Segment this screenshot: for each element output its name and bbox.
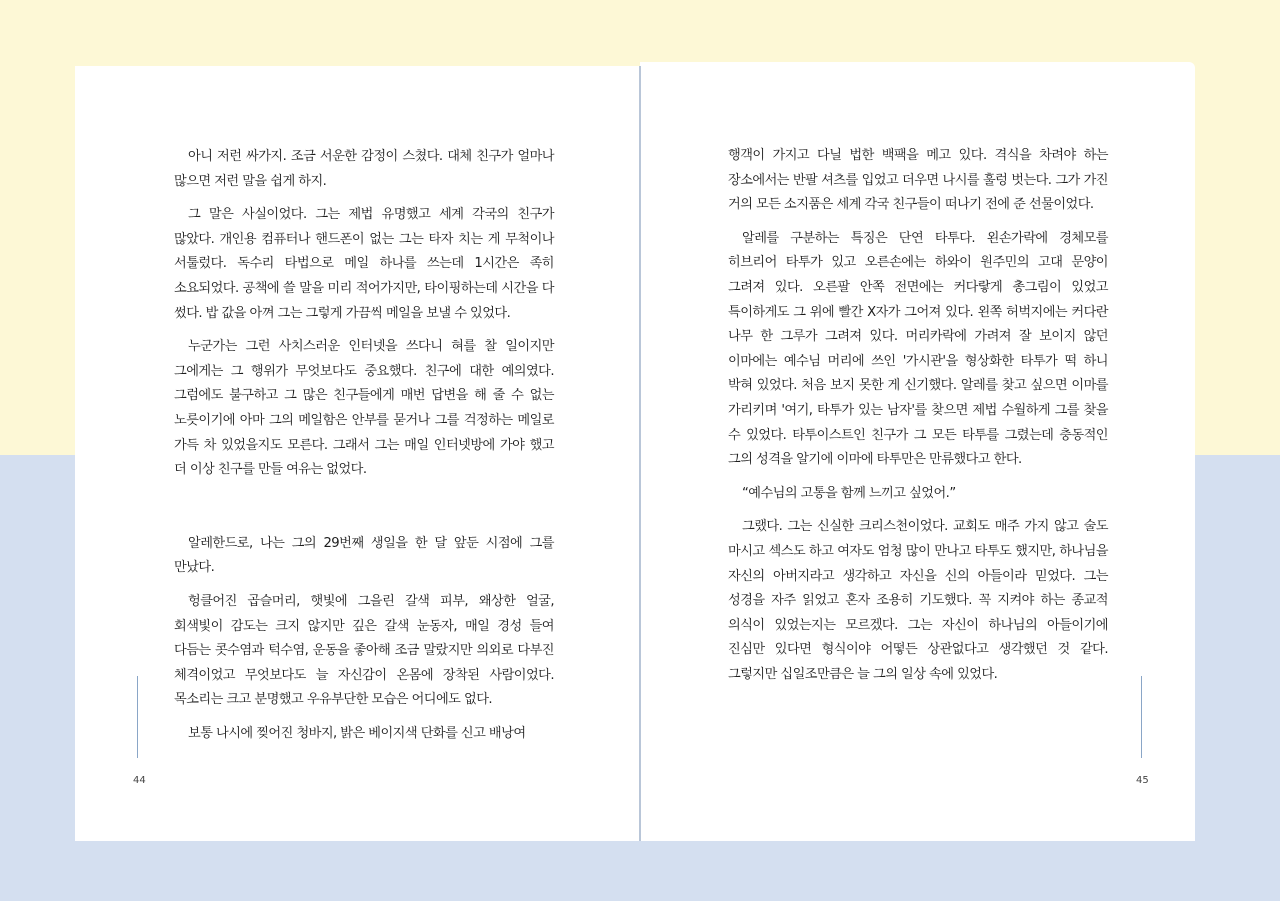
left-margin-line xyxy=(137,676,138,758)
right-page xyxy=(640,62,1195,841)
left-page xyxy=(75,66,640,841)
paragraph: 행객이 가지고 다닐 법한 백팩을 메고 있다. 격식을 차려야 하는 장소에서는 반팔 셔츠를 입었고 더우면 나시를 훌렁 벗는다. 그가 가진 거의 모든 소지품은 세계 각국 친구들이 떠나기 전에 준 선물이었다. xyxy=(728,148,1108,213)
paragraph: 헝클어진 곱슬머리, 햇빛에 그을린 갈색 피부, 왜상한 얼굴, 회색빛이 감도는 크지 않지만 깊은 갈색 눈동자, 매일 경성 들여 다듬는 콧수염과 턱수염, 운동을 좋아해 조금 말랐지만 의외로 다부진 체격이었고 무엇보다도 늘 자신감이 온몸에 장착된 사람이었다. 목소리는 크고 분명했고 우유부단한 모습은 어디에도 없다. xyxy=(174,593,554,708)
page-number-left: 44 xyxy=(133,775,146,786)
paragraph: 그 말은 사실이었다. 그는 제법 유명했고 세계 각국의 친구가 많았다. 개인용 컴퓨터나 핸드폰이 없는 그는 타자 치는 게 무척이나 서툴렀다. 독수리 타법으로 메일 하나를 쓰는데 1시간은 족히 소요되었다. 공책에 쓸 말을 미리 적어가지만, 타이핑하는데 시간을 다 썼다. 밥 값을 아껴 그는 그렇게 가끔씩 메일을 보낼 수 있었다. xyxy=(174,207,554,321)
paragraph: 알레를 구분하는 특징은 단연 타투다. 왼손가락에 경체모를 히브리어 타투가 있고 오른손에는 하와이 원주민의 고대 문양이 그려져 있다. 오른팔 안쪽 전면에는 커다랗게 총그림이 있었고 특이하게도 그 위에 빨간 X자가 그어져 있다. 왼쪽 허벅지에는 커다란 나무 한 그루가 그려져 있다. 머리카락에 가려져 잘 보이지 않던 이마에는 예수님 머리에 쓰인 '가시관'을 형상화한 타투가 떡 하니 박혀 있었다. 처음 보지 못한 게 신기했다. 알레를 찾고 싶으면 이마를 가리키며 '여기, 타투가 있는 남자'를 찾으면 제법 수월하게 그를 찾을 수 있었다. 타투이스트인 친구가 그 모든 타투를 그렸는데 충동적인 그의 성격을 알기에 이마에 타투만은 만류했다고 한다. xyxy=(728,230,1108,468)
book-gutter xyxy=(639,66,641,841)
paragraph: 알레한드로, 나는 그의 29번째 생일을 한 달 앞둔 시점에 그를 만났다. xyxy=(174,535,554,576)
right-page-body xyxy=(728,144,1108,696)
paragraph: 보통 나시에 찢어진 청바지, 밝은 베이지색 단화를 신고 배낭여 xyxy=(188,725,526,741)
paragraph: 아니 저런 싸가지. 조금 서운한 감정이 스쳤다. 대체 친구가 얼마나 많으면 저런 말을 쉽게 하지. xyxy=(174,149,554,189)
paragraph: 누군가는 그런 사치스러운 인터넷을 쓰다니 혀를 찰 일이지만 그에게는 그 행위가 무엇보다도 중요했다. 친구에 대한 예의였다. 그럼에도 불구하고 그 많은 친구들에게 매번 답변을 해 줄 수 없는 노릇이기에 아마 그의 메일함은 안부를 묻거나 그를 걱정하는 메일로 가득 차 있었을지도 모른다. 그래서 그는 매일 인터넷방에 가야 했고 더 이상 친구를 만들 여유는 없었다. xyxy=(174,339,554,478)
paragraph: 그랬다. 그는 신실한 크리스천이었다. 교회도 매주 가지 않고 술도 마시고 섹스도 하고 여자도 엄청 많이 만나고 타투도 했지만, 하나님을 자신의 아버지라고 생각하고 자신을 신의 아들이라 믿었다. 그는 성경을 자주 읽었고 혼자 조용히 기도했다. 꼭 지켜야 하는 종교적 의식이 있었는지는 모르겠다. 그는 자신이 하나님의 아들이기에 진심만 있다면 형식이야 어떻든 상관없다고 생각했던 것 같다. 그렇지만 십일조만큼은 늘 그의 일상 속에 있었다. xyxy=(728,519,1108,682)
left-page-body xyxy=(174,145,554,755)
section-break xyxy=(174,492,554,532)
page-number-right: 45 xyxy=(1136,775,1149,786)
right-margin-line xyxy=(1141,676,1142,758)
paragraph: “예수님의 고통을 함께 느끼고 싶었어.” xyxy=(742,485,956,501)
